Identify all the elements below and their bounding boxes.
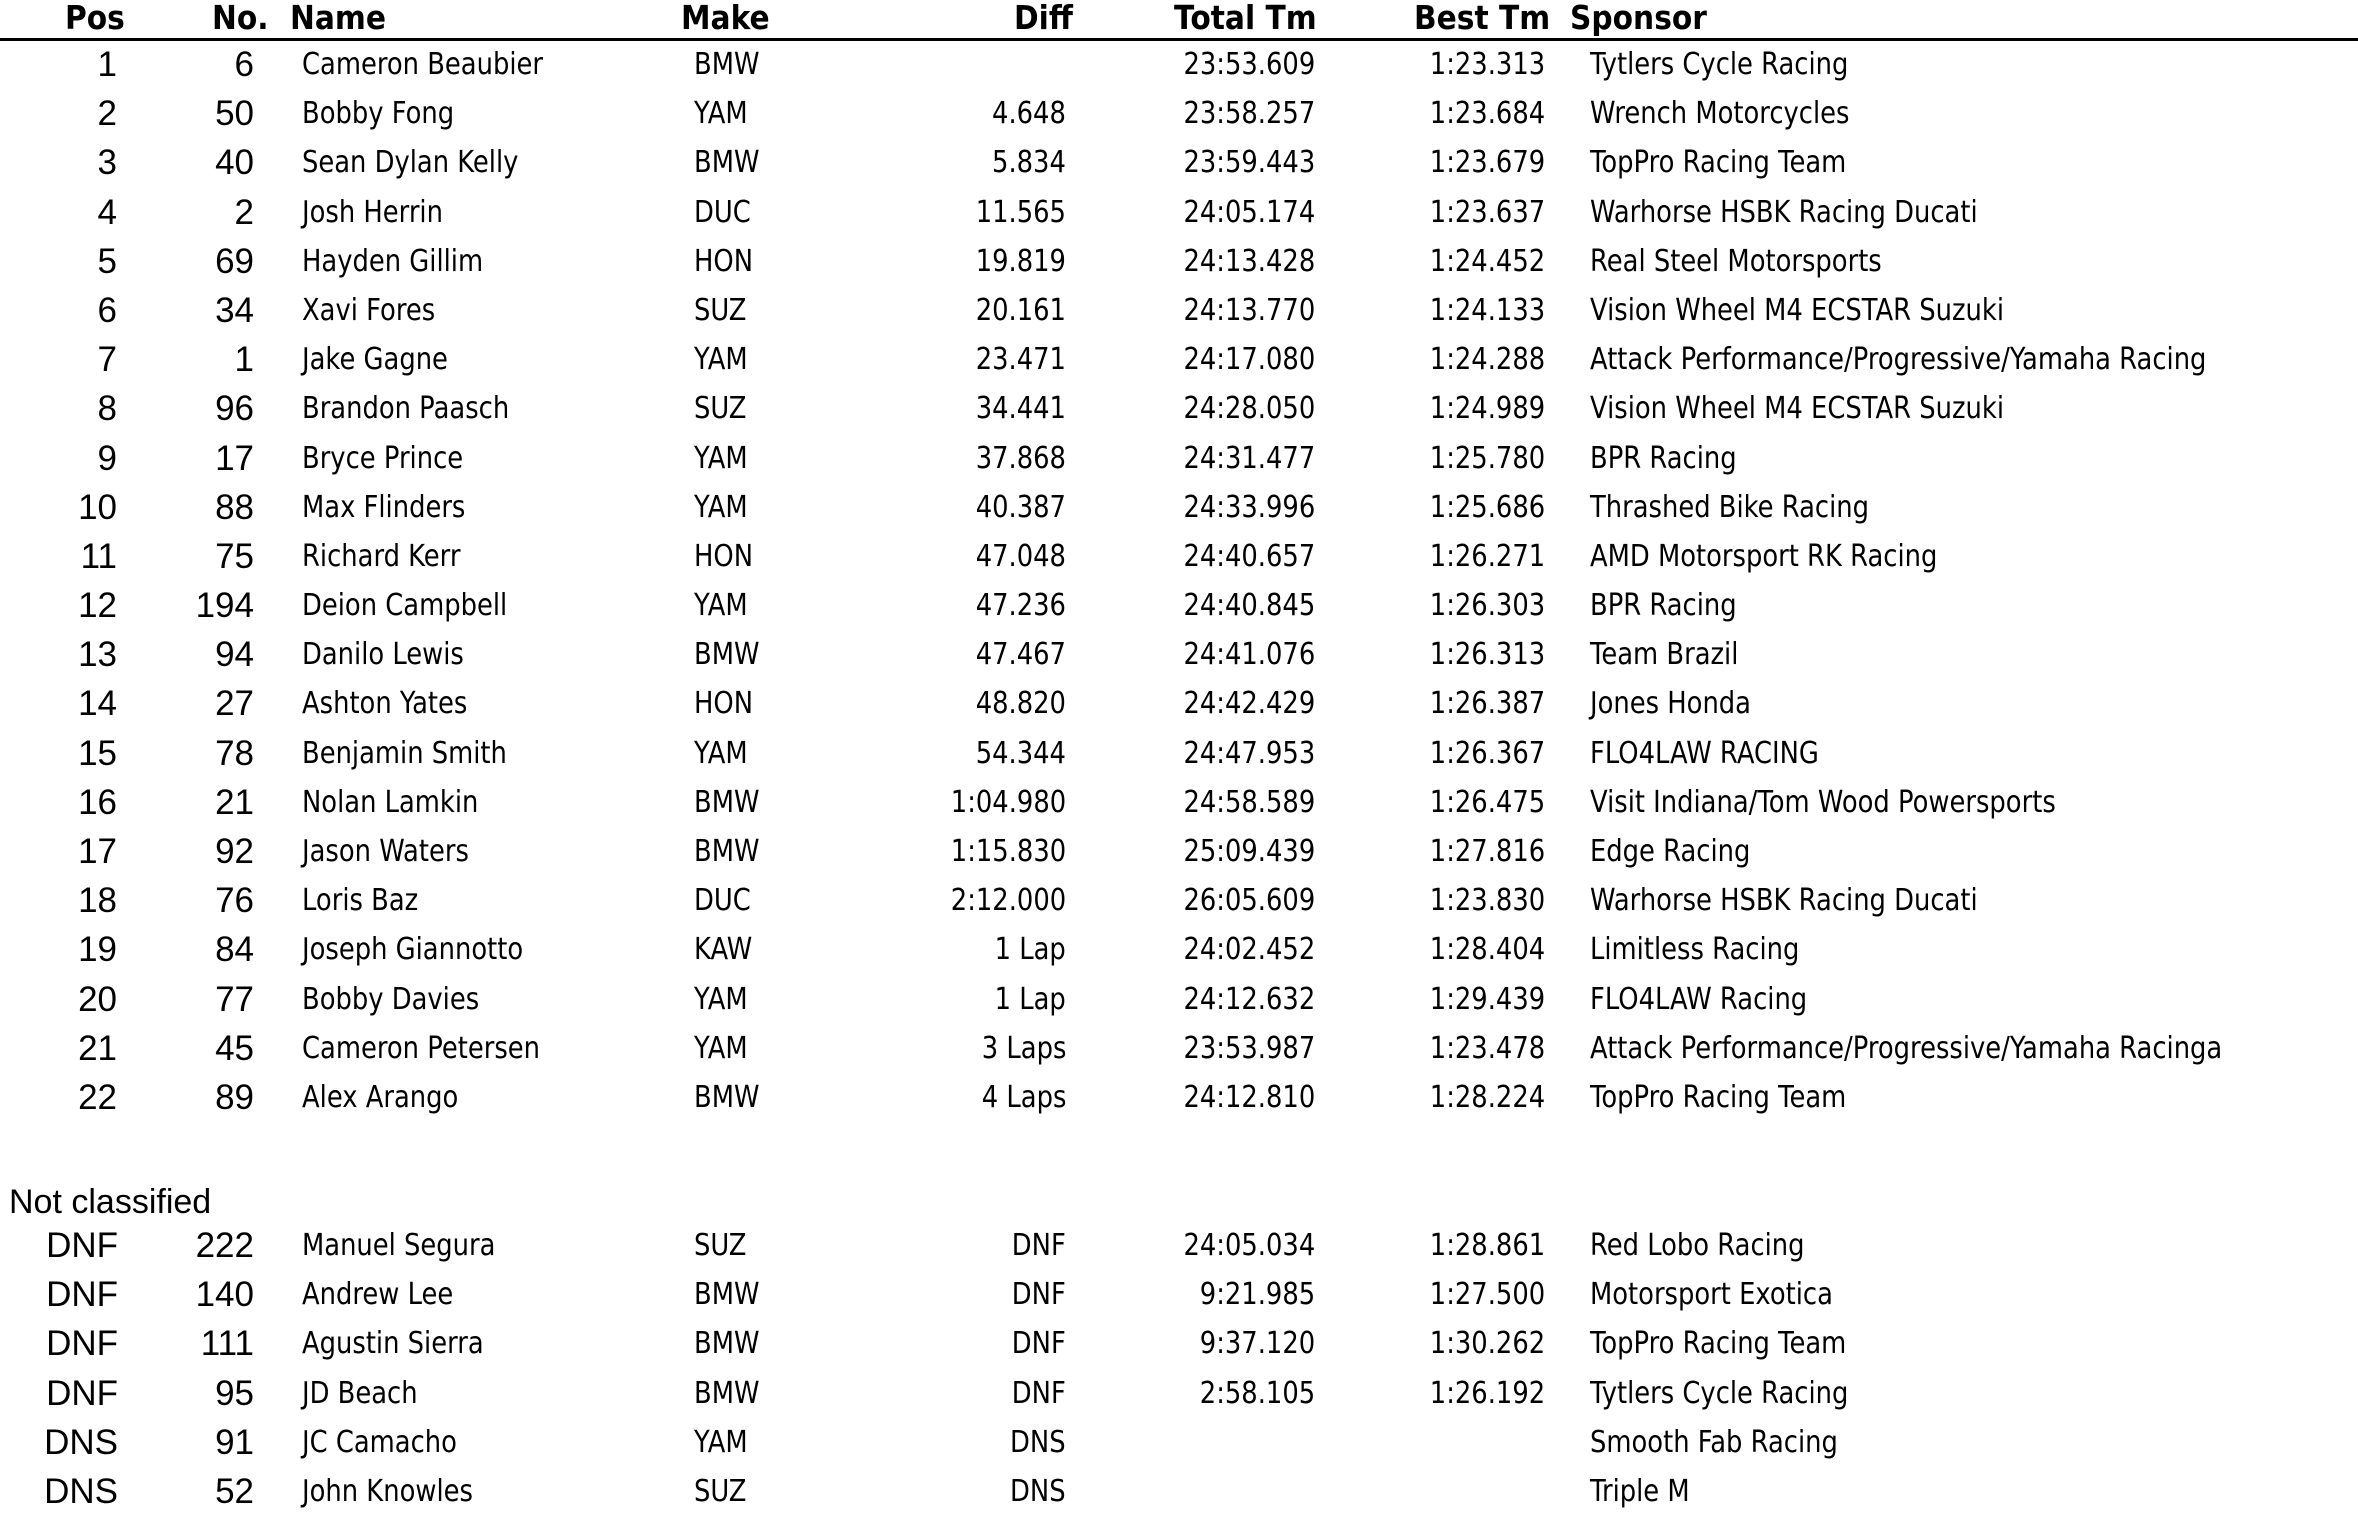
diff-cell: 3 Laps [981,1030,1066,1066]
make-cell: DUC [694,883,751,919]
diff-cell: DNF [1011,1326,1066,1362]
position-cell: 20 [78,979,117,1019]
make-cell: SUZ [694,292,747,328]
rider-name-cell: Alex Arango [302,1079,459,1115]
best-time-cell: 1:23.313 [1429,47,1545,82]
make-cell: SUZ [694,1228,747,1263]
sponsor-cell: Thrashed Bike Racing [1590,489,1869,525]
best-time-cell: 1:26.192 [1429,1375,1545,1411]
total-time-cell: 9:37.120 [1199,1326,1315,1362]
header-no: No. [212,0,269,37]
total-time-cell: 24:12.632 [1183,981,1315,1017]
diff-cell: 47.467 [975,637,1066,673]
result-row [0,1369,2358,1418]
total-time-cell: 24:13.770 [1183,292,1315,328]
number-cell: 111 [200,1324,254,1364]
position-cell: 17 [78,832,117,871]
result-row [0,434,2358,483]
position-cell: DNF [46,1324,118,1364]
result-row [0,237,2358,286]
sponsor-cell: Tytlers Cycle Racing [1590,47,1849,82]
sponsor-cell: TopPro Racing Team [1590,145,1847,181]
result-row [0,778,2358,827]
diff-cell: 1 Lap [994,981,1066,1017]
rider-name-cell: Brandon Paasch [302,391,510,427]
sponsor-cell: Wrench Motorcycles [1590,96,1850,132]
rider-name-cell: Joseph Giannotto [302,932,524,968]
header-total-tm: Total Tm [1174,0,1317,37]
rider-name-cell: Nolan Lamkin [302,784,479,820]
position-cell: 19 [78,930,117,970]
total-time-cell: 24:05.174 [1183,194,1315,230]
sponsor-cell: BPR Racing [1590,588,1737,624]
make-cell: BMW [694,637,760,673]
number-cell: 95 [215,1373,254,1413]
total-time-cell: 24:47.953 [1183,735,1315,771]
number-cell: 84 [215,930,254,970]
number-cell: 75 [215,536,254,576]
result-row [0,286,2358,335]
diff-cell: DNS [1010,1424,1066,1460]
make-cell: HON [694,686,754,722]
rider-name-cell: Bobby Fong [302,96,455,132]
rider-name-cell: Hayden Gillim [302,243,484,279]
rider-name-cell: JC Camacho [302,1424,457,1460]
number-cell: 2 [234,192,254,232]
diff-cell: 48.820 [975,686,1066,722]
diff-cell: 47.048 [975,538,1066,574]
sponsor-cell: Tytlers Cycle Racing [1590,1375,1849,1411]
number-cell: 88 [215,487,254,527]
result-row [0,630,2358,679]
position-cell: 12 [78,586,117,626]
diff-cell: 19.819 [975,243,1066,279]
best-time-cell: 1:23.830 [1429,883,1545,919]
position-cell: 10 [78,487,117,527]
number-cell: 17 [215,438,254,478]
best-time-cell: 1:24.452 [1429,243,1545,279]
diff-cell: 1:04.980 [950,784,1066,820]
make-cell: YAM [694,440,748,476]
position-cell: 5 [97,241,117,281]
position-cell: 11 [80,536,117,576]
make-cell: BMW [694,1277,760,1313]
best-time-cell: 1:26.313 [1429,637,1545,673]
result-row [0,483,2358,532]
total-time-cell: 24:31.477 [1183,440,1315,476]
diff-cell: DNF [1011,1228,1066,1263]
number-cell: 21 [215,782,254,822]
position-cell: 13 [78,635,117,675]
sponsor-cell: Smooth Fab Racing [1590,1424,1838,1460]
total-time-cell: 26:05.609 [1183,883,1315,919]
make-cell: YAM [694,1424,748,1460]
classified-results-table [0,40,2358,1122]
make-cell: YAM [694,735,748,771]
make-cell: KAW [694,932,753,968]
total-time-cell: 24:42.429 [1183,686,1315,722]
total-time-cell: 9:21.985 [1199,1277,1315,1313]
position-cell: 4 [97,192,117,232]
rider-name-cell: JD Beach [302,1375,418,1411]
position-cell: 8 [97,389,117,429]
diff-cell: 40.387 [975,489,1066,525]
total-time-cell: 24:05.034 [1183,1228,1315,1263]
diff-cell: 4.648 [992,96,1066,132]
rider-name-cell: Agustin Sierra [302,1326,484,1362]
best-time-cell: 1:26.367 [1429,735,1545,771]
total-time-cell: 24:40.845 [1183,588,1315,624]
diff-cell: 2:12.000 [950,883,1066,919]
result-row [0,384,2358,433]
rider-name-cell: Bobby Davies [302,981,480,1017]
best-time-cell: 1:28.224 [1429,1079,1545,1115]
make-cell: DUC [694,194,751,230]
sponsor-cell: Real Steel Motorsports [1590,243,1882,279]
rider-name-cell: Cameron Beaubier [302,47,543,82]
best-time-cell: 1:23.684 [1429,96,1545,132]
position-cell: 2 [97,94,117,134]
best-time-cell: 1:27.500 [1429,1277,1545,1313]
rider-name-cell: Cameron Petersen [302,1030,540,1066]
position-cell: 22 [78,1077,117,1117]
number-cell: 76 [215,881,254,921]
result-row [0,925,2358,974]
make-cell: HON [694,243,754,279]
sponsor-cell: Attack Performance/Progressive/Yamaha Racinga [1590,1030,2223,1066]
diff-cell: DNF [1011,1375,1066,1411]
sponsor-cell: FLO4LAW Racing [1590,981,1808,1017]
rider-name-cell: John Knowles [302,1473,473,1509]
make-cell: SUZ [694,1473,747,1509]
total-time-cell: 24:33.996 [1183,489,1315,525]
result-row [0,532,2358,581]
number-cell: 194 [195,586,254,626]
not-classified-heading: Not classified [9,1183,212,1221]
result-row [0,827,2358,876]
best-time-cell: 1:26.271 [1429,538,1545,574]
sponsor-cell: Triple M [1590,1473,1690,1509]
sponsor-cell: AMD Motorsport RK Racing [1590,538,1938,574]
result-row [0,1418,2358,1467]
sponsor-cell: Motorsport Exotica [1590,1277,1833,1313]
sponsor-cell: Attack Performance/Progressive/Yamaha Racing [1590,342,2207,378]
make-cell: YAM [694,96,748,132]
rider-name-cell: Max Flinders [302,489,466,525]
diff-cell: DNF [1011,1277,1066,1313]
result-row [0,1073,2358,1122]
make-cell: BMW [694,1326,760,1362]
best-time-cell: 1:27.816 [1429,834,1545,869]
position-cell: 16 [78,782,117,822]
best-time-cell: 1:26.475 [1429,784,1545,820]
make-cell: BMW [694,834,760,869]
header-diff: Diff [1014,0,1073,37]
diff-cell: 1 Lap [994,932,1066,968]
header-pos: Pos [65,0,125,37]
position-cell: 21 [78,1028,117,1068]
header-make: Make [681,0,770,37]
number-cell: 45 [215,1028,254,1068]
result-row [0,1467,2358,1516]
total-time-cell: 23:53.609 [1183,47,1315,82]
number-cell: 140 [195,1275,254,1315]
rider-name-cell: Loris Baz [302,883,419,919]
diff-cell: 34.441 [975,391,1066,427]
result-row [0,581,2358,630]
total-time-cell: 25:09.439 [1183,834,1315,869]
best-time-cell: 1:23.679 [1429,145,1545,181]
result-row [0,1024,2358,1073]
number-cell: 222 [195,1226,254,1265]
position-cell: 6 [97,290,117,330]
number-cell: 69 [215,241,254,281]
rider-name-cell: Sean Dylan Kelly [302,145,519,181]
sponsor-cell: Warhorse HSBK Racing Ducati [1590,883,1978,919]
total-time-cell: 24:40.657 [1183,538,1315,574]
sponsor-cell: TopPro Racing Team [1590,1079,1847,1115]
number-cell: 91 [215,1422,254,1462]
sponsor-cell: Team Brazil [1590,637,1739,673]
position-cell: 15 [78,733,117,773]
result-row [0,138,2358,187]
position-cell: DNS [44,1422,118,1462]
result-row [0,975,2358,1024]
make-cell: BMW [694,784,760,820]
sponsor-cell: BPR Racing [1590,440,1737,476]
rider-name-cell: Manuel Segura [302,1228,496,1263]
sponsor-cell: TopPro Racing Team [1590,1326,1847,1362]
position-cell: 9 [97,438,117,478]
best-time-cell: 1:24.989 [1429,391,1545,427]
number-cell: 96 [215,389,254,429]
total-time-cell: 24:12.810 [1183,1079,1315,1115]
diff-cell: 1:15.830 [950,834,1066,869]
total-time-cell: 24:28.050 [1183,391,1315,427]
position-cell: DNF [46,1373,118,1413]
best-time-cell: 1:26.303 [1429,588,1545,624]
position-cell: 18 [78,881,117,921]
diff-cell: 37.868 [975,440,1066,476]
number-cell: 27 [215,684,254,724]
total-time-cell: 23:53.987 [1183,1030,1315,1066]
best-time-cell: 1:26.387 [1429,686,1545,722]
position-cell: 3 [97,143,117,183]
result-row [0,40,2358,89]
best-time-cell: 1:23.637 [1429,194,1545,230]
sponsor-cell: Warhorse HSBK Racing Ducati [1590,194,1978,230]
best-time-cell: 1:28.861 [1429,1228,1545,1263]
make-cell: YAM [694,1030,748,1066]
total-time-cell: 24:02.452 [1183,932,1315,968]
number-cell: 50 [215,94,254,134]
number-cell: 34 [215,290,254,330]
result-row [0,729,2358,778]
rider-name-cell: Jason Waters [302,834,469,869]
best-time-cell: 1:29.439 [1429,981,1545,1017]
rider-name-cell: Andrew Lee [302,1277,454,1313]
position-cell: 1 [97,45,117,84]
total-time-cell: 24:17.080 [1183,342,1315,378]
total-time-cell: 24:58.589 [1183,784,1315,820]
make-cell: YAM [694,342,748,378]
rider-name-cell: Bryce Prince [302,440,464,476]
diff-cell: 47.236 [975,588,1066,624]
sponsor-cell: Vision Wheel M4 ECSTAR Suzuki [1590,292,2005,328]
best-time-cell: 1:30.262 [1429,1326,1545,1362]
make-cell: YAM [694,981,748,1017]
number-cell: 94 [215,635,254,675]
best-time-cell: 1:23.478 [1429,1030,1545,1066]
diff-cell: 4 Laps [981,1079,1066,1115]
position-cell: 7 [97,340,117,380]
best-time-cell: 1:28.404 [1429,932,1545,968]
sponsor-cell: Red Lobo Racing [1590,1228,1805,1263]
sponsor-cell: FLO4LAW RACING [1590,735,1819,771]
number-cell: 1 [234,340,254,380]
result-row [0,89,2358,138]
position-cell: DNF [46,1226,118,1265]
result-row [0,1270,2358,1319]
best-time-cell: 1:25.686 [1429,489,1545,525]
total-time-cell: 2:58.105 [1199,1375,1315,1411]
result-row [0,679,2358,728]
diff-cell: 5.834 [992,145,1066,181]
number-cell: 78 [215,733,254,773]
total-time-cell: 23:58.257 [1183,96,1315,132]
make-cell: YAM [694,489,748,525]
sponsor-cell: Limitless Racing [1590,932,1800,968]
number-cell: 77 [215,979,254,1019]
number-cell: 6 [234,45,254,84]
position-cell: DNS [44,1471,118,1511]
results-header [0,0,2358,42]
total-time-cell: 24:41.076 [1183,637,1315,673]
result-row [0,1221,2358,1270]
make-cell: YAM [694,588,748,624]
rider-name-cell: Jake Gagne [302,342,448,378]
not-classified-results-table [0,1221,2358,1516]
best-time-cell: 1:25.780 [1429,440,1545,476]
position-cell: DNF [46,1275,118,1315]
sponsor-cell: Edge Racing [1590,834,1751,869]
number-cell: 40 [215,143,254,183]
result-row [0,335,2358,384]
sponsor-cell: Visit Indiana/Tom Wood Powersports [1590,784,2056,820]
header-sponsor: Sponsor [1570,0,1707,37]
number-cell: 92 [215,832,254,871]
rider-name-cell: Josh Herrin [302,194,443,230]
rider-name-cell: Xavi Fores [302,292,436,328]
rider-name-cell: Ashton Yates [302,686,468,722]
best-time-cell: 1:24.288 [1429,342,1545,378]
make-cell: SUZ [694,391,747,427]
total-time-cell: 23:59.443 [1183,145,1315,181]
sponsor-cell: Jones Honda [1590,686,1751,722]
sponsor-cell: Vision Wheel M4 ECSTAR Suzuki [1590,391,2005,427]
rider-name-cell: Benjamin Smith [302,735,507,771]
header-best-tm: Best Tm [1414,0,1551,37]
diff-cell: 11.565 [975,194,1066,230]
make-cell: HON [694,538,754,574]
make-cell: BMW [694,1079,760,1115]
rider-name-cell: Richard Kerr [302,538,461,574]
rider-name-cell: Danilo Lewis [302,637,464,673]
result-row [0,188,2358,237]
position-cell: 14 [78,684,117,724]
diff-cell: 23.471 [975,342,1066,378]
result-row [0,1319,2358,1368]
number-cell: 52 [215,1471,254,1511]
diff-cell: 20.161 [975,292,1066,328]
total-time-cell: 24:13.428 [1183,243,1315,279]
best-time-cell: 1:24.133 [1429,292,1545,328]
make-cell: BMW [694,47,760,82]
diff-cell: 54.344 [975,735,1066,771]
make-cell: BMW [694,1375,760,1411]
diff-cell: DNS [1010,1473,1066,1509]
result-row [0,876,2358,925]
make-cell: BMW [694,145,760,181]
rider-name-cell: Deion Campbell [302,588,508,624]
header-name: Name [290,0,386,37]
number-cell: 89 [215,1077,254,1117]
